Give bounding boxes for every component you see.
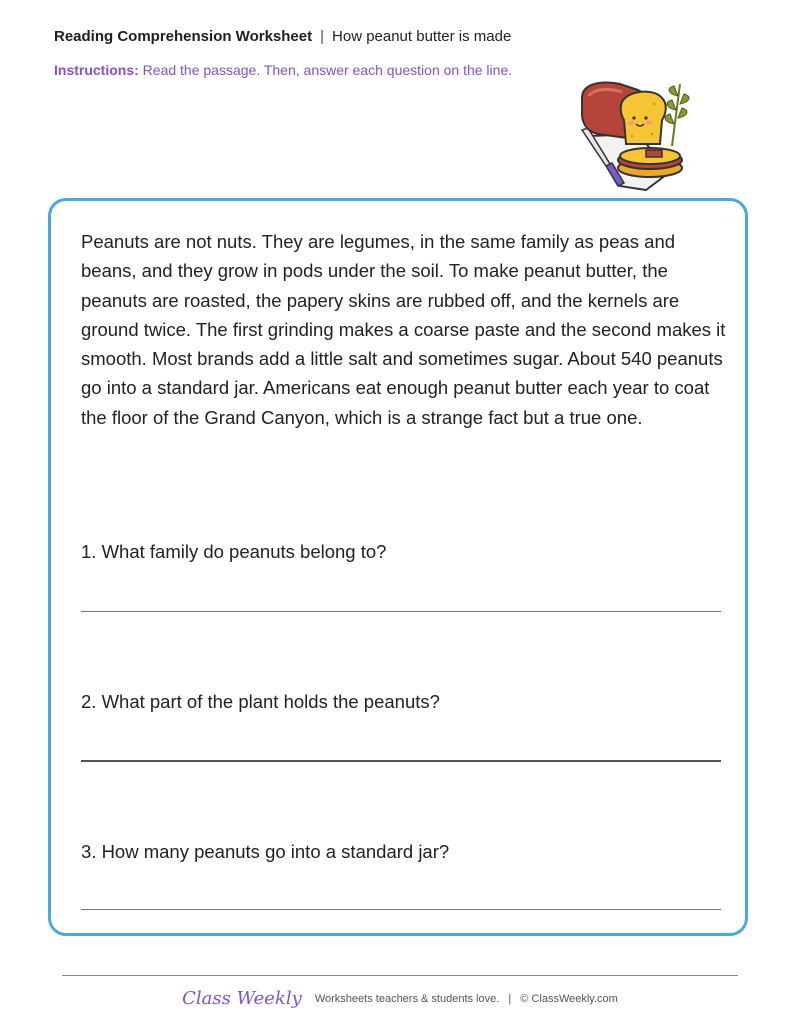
- answer-line-1[interactable]: [81, 611, 721, 612]
- question-2: 2. What part of the plant holds the peanuts?: [81, 691, 440, 712]
- footer: [0, 988, 800, 1009]
- passage-card: [48, 198, 748, 936]
- question-1: 1. What family do peanuts belong to?: [81, 541, 387, 562]
- worksheet-subtitle: How peanut butter is made: [332, 28, 512, 45]
- worksheet-title: Reading Comprehension Worksheet: [54, 28, 313, 45]
- question-3: 3. How many peanuts go into a standard jar?: [81, 841, 450, 862]
- instructions-text: Read the passage. Then, answer each question on the line.: [142, 62, 513, 78]
- footer-tagline: Worksheets teachers & students love.: [314, 993, 500, 1005]
- footer-copyright: © ClassWeekly.com: [520, 993, 618, 1005]
- instructions: [54, 60, 514, 81]
- header-separator: |: [320, 28, 325, 45]
- classweekly-logo: Class Weekly: [182, 988, 302, 1009]
- footer-separator: |: [508, 993, 512, 1005]
- worksheet-header: [54, 28, 511, 45]
- bread-loaf-icon: [576, 74, 698, 196]
- answer-line-2[interactable]: [81, 760, 721, 762]
- answer-line-3[interactable]: [81, 909, 721, 910]
- instructions-label: Instructions:: [54, 62, 139, 78]
- reading-passage: Peanuts are not nuts. They are legumes, in the same family as peas and beans, and they grow in pods under the soil. To make peanut butter, the peanuts are roasted, the papery skins are rubbed off, and the kernels are ground twice. The first grinding makes a coarse paste and the second makes it smooth. Most brands add a little salt and sometimes sugar. About 540 peanuts go into a standard jar. Americans eat enough peanut butter each year to coat the floor of the Grand Canyon, which is a strange fact but a true one.: [81, 231, 726, 428]
- footer-divider: [62, 975, 738, 976]
